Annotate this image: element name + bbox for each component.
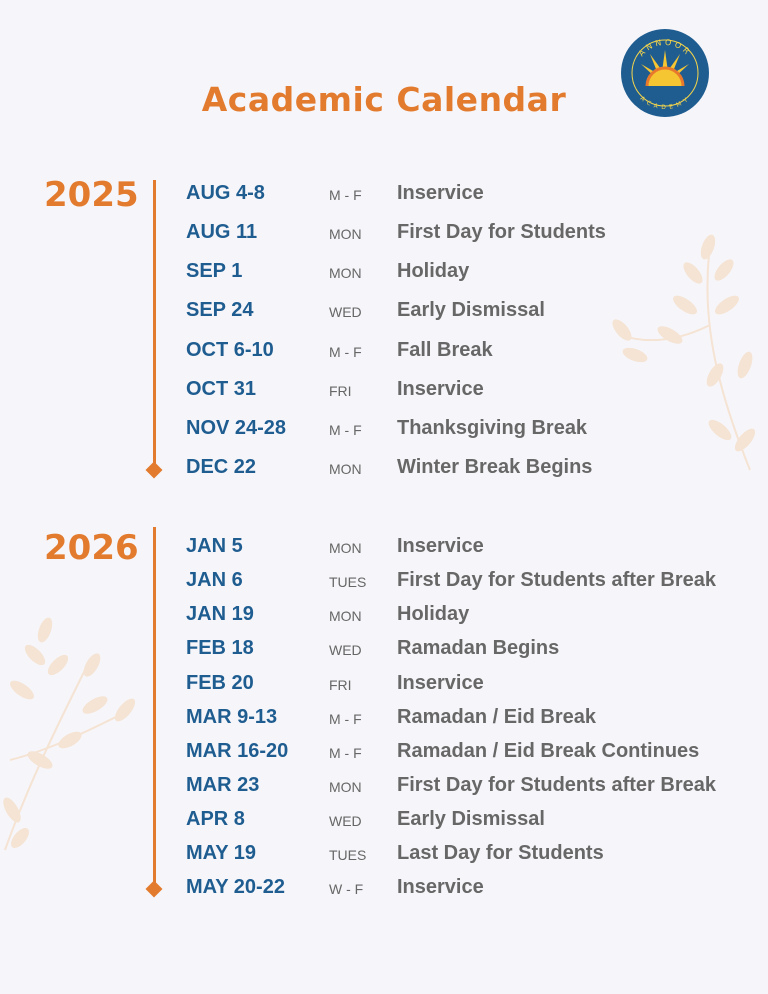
calendar-row bbox=[0, 706, 768, 740]
entry-event: Ramadan / Eid Break Continues bbox=[397, 740, 700, 762]
page-title: Academic Calendar bbox=[201, 80, 567, 119]
calendar-row bbox=[0, 221, 768, 255]
logo-bottom-text: ACADEMY bbox=[638, 95, 692, 112]
entry-day: M - F bbox=[329, 422, 362, 438]
entry-day: MON bbox=[329, 540, 362, 556]
entry-event: Ramadan / Eid Break bbox=[397, 706, 596, 728]
entry-date: MAR 23 bbox=[186, 774, 260, 796]
calendar-row bbox=[0, 182, 768, 216]
entry-date: FEB 20 bbox=[186, 672, 254, 694]
calendar-row bbox=[0, 260, 768, 294]
entry-day: M - F bbox=[329, 745, 362, 761]
year-heading-2026: 2026 bbox=[44, 528, 139, 568]
calendar-row bbox=[0, 299, 768, 333]
entry-day: M - F bbox=[329, 344, 362, 360]
entry-day: WED bbox=[329, 304, 362, 320]
entry-event: Inservice bbox=[397, 182, 484, 204]
entry-event: Inservice bbox=[397, 378, 484, 400]
entry-event: Ramadan Begins bbox=[397, 637, 560, 659]
entry-date: APR 8 bbox=[186, 808, 245, 830]
entry-date: MAR 16-20 bbox=[186, 740, 289, 762]
entry-event: Thanksgiving Break bbox=[397, 417, 588, 439]
calendar-row bbox=[0, 339, 768, 373]
entry-date: DEC 22 bbox=[186, 456, 257, 478]
entry-date: SEP 24 bbox=[186, 299, 254, 321]
year-heading-2025: 2025 bbox=[44, 175, 139, 215]
entry-day: MON bbox=[329, 779, 362, 795]
entry-date: JAN 6 bbox=[186, 569, 243, 591]
entry-day: MON bbox=[329, 226, 362, 242]
entry-day: MON bbox=[329, 461, 362, 477]
entry-date: FEB 18 bbox=[186, 637, 254, 659]
entry-event: Early Dismissal bbox=[397, 808, 545, 830]
entry-event: Holiday bbox=[397, 603, 470, 625]
entry-event: Inservice bbox=[397, 672, 484, 694]
entry-date: OCT 6-10 bbox=[186, 339, 274, 361]
entry-event: First Day for Students after Break bbox=[397, 774, 716, 796]
entry-event: Early Dismissal bbox=[397, 299, 545, 321]
calendar-row bbox=[0, 456, 768, 490]
calendar-row bbox=[0, 637, 768, 671]
calendar-row bbox=[0, 672, 768, 706]
entry-day: TUES bbox=[329, 574, 367, 590]
entry-day: MON bbox=[329, 608, 362, 624]
entry-date: SEP 1 bbox=[186, 260, 243, 282]
entry-date: OCT 31 bbox=[186, 378, 257, 400]
entry-event: Holiday bbox=[397, 260, 470, 282]
entry-date: MAY 19 bbox=[186, 842, 257, 864]
entry-event: Inservice bbox=[397, 876, 484, 898]
entry-date: AUG 11 bbox=[186, 221, 258, 243]
calendar-row bbox=[0, 378, 768, 412]
entry-day: FRI bbox=[329, 677, 352, 693]
calendar-row bbox=[0, 842, 768, 876]
entry-date: JAN 19 bbox=[186, 603, 254, 625]
calendar-row bbox=[0, 774, 768, 808]
entry-day: FRI bbox=[329, 383, 352, 399]
entry-date: AUG 4-8 bbox=[186, 182, 265, 204]
entry-event: Fall Break bbox=[397, 339, 493, 361]
calendar-row bbox=[0, 535, 768, 569]
entry-event: Last Day for Students bbox=[397, 842, 604, 864]
entry-date: MAR 9-13 bbox=[186, 706, 278, 728]
logo-top-text: ANNOOR bbox=[636, 37, 694, 59]
calendar-row bbox=[0, 876, 768, 910]
entry-date: NOV 24-28 bbox=[186, 417, 287, 439]
entry-date: JAN 5 bbox=[186, 535, 243, 557]
calendar-row bbox=[0, 603, 768, 637]
calendar-row bbox=[0, 417, 768, 451]
entry-day: M - F bbox=[329, 187, 362, 203]
entry-date: MAY 20-22 bbox=[186, 876, 285, 898]
calendar-row bbox=[0, 808, 768, 842]
entry-day: TUES bbox=[329, 847, 367, 863]
entry-day: M - F bbox=[329, 711, 362, 727]
entry-day: WED bbox=[329, 813, 362, 829]
entry-event: Winter Break Begins bbox=[397, 456, 593, 478]
entry-event: First Day for Students after Break bbox=[397, 569, 716, 591]
entry-event: First Day for Students bbox=[397, 221, 606, 243]
entry-day: MON bbox=[329, 265, 362, 281]
entry-event: Inservice bbox=[397, 535, 484, 557]
entry-day: W - F bbox=[329, 881, 364, 897]
calendar-row bbox=[0, 569, 768, 603]
calendar-row bbox=[0, 740, 768, 774]
entry-day: WED bbox=[329, 642, 362, 658]
